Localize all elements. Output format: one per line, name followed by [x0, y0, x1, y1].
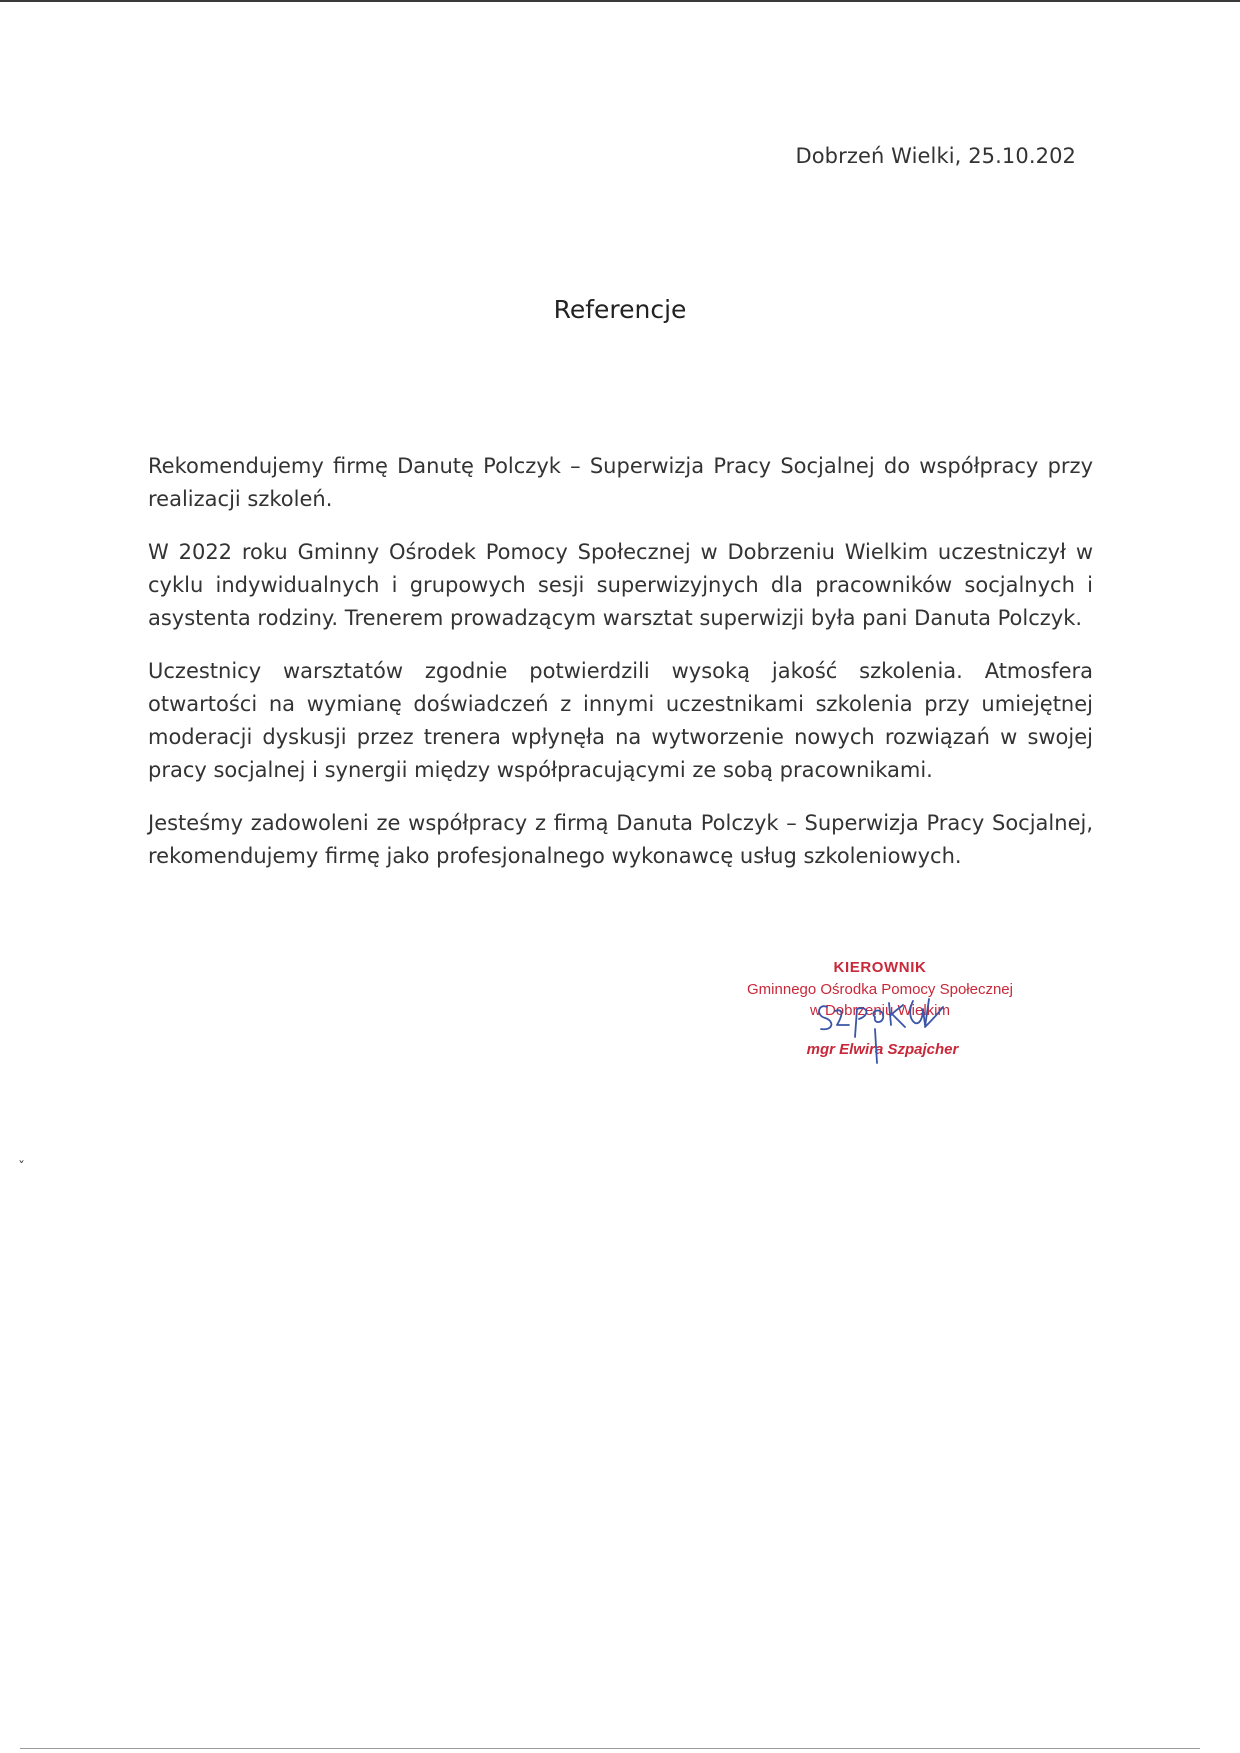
- scan-edge-bottom: [20, 1748, 1200, 1749]
- stamp-signatory: mgr Elwira Szpajcher: [806, 1041, 959, 1058]
- letter-body: [148, 450, 1093, 893]
- scan-edge-top: [0, 0, 1240, 2]
- scan-speck: ˇ: [18, 1160, 25, 1176]
- stamp-institution: Gminnego Ośrodka Pomocy Społecznej: [747, 981, 1013, 998]
- paragraph-conclusion: Jesteśmy zadowoleni ze współpracy z firmą Danuta Polczyk – Superwizja Pracy Socjalnej, rekomendujemy firmę jako profesjonalnego wykonawcę usług szkoleniowych.: [148, 811, 1093, 868]
- handwritten-signature: [805, 985, 965, 1075]
- stamp-location: w Dobrzeniu Wielkim: [809, 1002, 951, 1019]
- stamp-title: KIEROWNIK: [833, 959, 927, 976]
- paragraph-recommendation: Rekomendujemy firmę Danutę Polczyk – Superwizja Pracy Socjalnej do współpracy przy realizacji szkoleń.: [148, 454, 1093, 511]
- place-date: Dobrzeń Wielki, 25.10.202: [795, 144, 1076, 168]
- paragraph-cooperation: W 2022 roku Gminny Ośrodek Pomocy Społecznej w Dobrzeniu Wielkim uczestniczył w cyklu indywidualnych i grupowych sesji superwizyjnych dla pracowników socjalnych i asystenta rodziny. Trenerem prowadzącym warsztat superwizji była pani Danuta Polczyk.: [148, 540, 1093, 630]
- paragraph-participants: Uczestnicy warsztatów zgodnie potwierdzili wysoką jakość szkolenia. Atmosfera otwartości na wymianę doświadczeń z innymi uczestnikami szkolenia przy umiejętnej moderacji dyskusji przez trenera wpłynęła na wytworzenie nowych rozwiązań w swojej pracy socjalnej i synergii między współpracującymi ze sobą pracownikami.: [148, 659, 1093, 782]
- document-title: Referencje: [553, 295, 687, 324]
